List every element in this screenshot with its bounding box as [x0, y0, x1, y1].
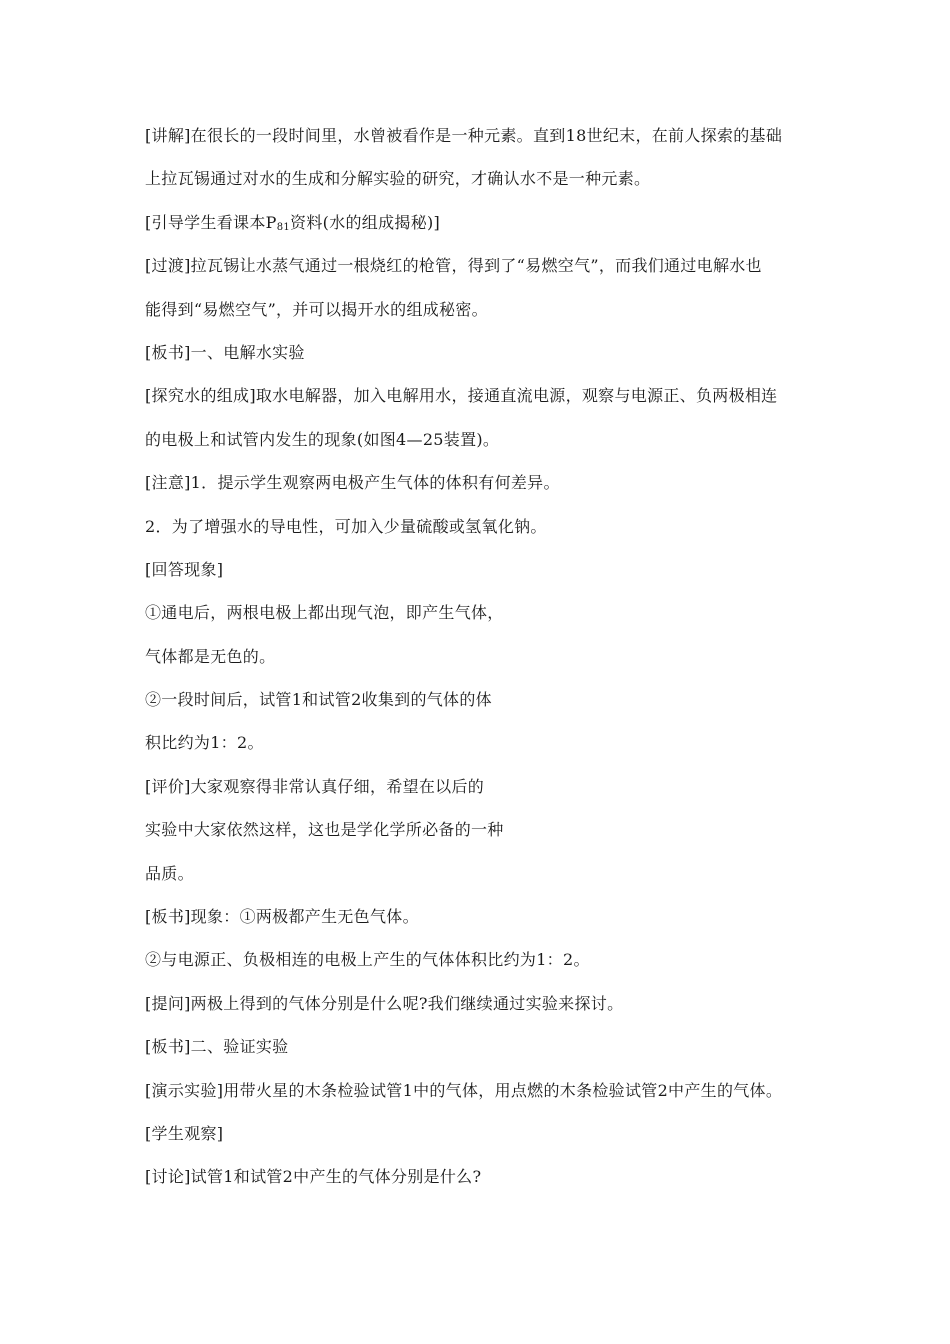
paragraph-line: [探究水的组成]取水电解器，加入电解用水，接通直流电源，观察与电源正、负两极相连 — [145, 386, 778, 406]
paragraph-line: 能得到“易燃空气”，并可以揭开水的组成秘密。 — [145, 299, 488, 319]
paragraph-line: [演示实验]用带火星的木条检验试管1中的气体，用点燃的木条检验试管2中产生的气体。 — [145, 1080, 783, 1100]
text-segment: 资料(水的组成揭秘)] — [290, 212, 441, 232]
paragraph-line: [讨论]试管1和试管2中产生的气体分别是什么? — [145, 1167, 482, 1187]
paragraph-line: 的电极上和试管内发生的现象(如图4—25装置)。 — [145, 429, 500, 449]
paragraph-line: [板书]一、电解水实验 — [145, 342, 305, 362]
paragraph-line: [注意]1．提示学生观察两电极产生气体的体积有何差异。 — [145, 473, 560, 493]
paragraph-line: [过渡]拉瓦锡让水蒸气通过一根烧红的枪管，得到了“易燃空气”，而我们通过电解水也 — [145, 256, 762, 276]
paragraph-line: [提问]两极上得到的气体分别是什么呢?我们继续通过实验来探讨。 — [145, 993, 624, 1013]
page-subscript: 81 — [276, 221, 291, 233]
paragraph-line: [板书]二、验证实验 — [145, 1037, 289, 1057]
paragraph-line: 积比约为1：2。 — [145, 733, 264, 753]
paragraph-line: 上拉瓦锡通过对水的生成和分解实验的研究，才确认水不是一种元素。 — [145, 169, 651, 189]
paragraph-line: 实验中大家依然这样，这也是学化学所必备的一种 — [145, 820, 504, 840]
paragraph-line: ②与电源正、负极相连的电极上产生的气体体积比约为1：2。 — [145, 950, 590, 970]
paragraph-line: ②一段时间后，试管1和试管2收集到的气体的体 — [145, 690, 492, 710]
paragraph-line: 2．为了增强水的导电性，可加入少量硫酸或氢氧化钠。 — [145, 516, 547, 536]
paragraph-line: 气体都是无色的。 — [145, 646, 276, 666]
paragraph-line: [评价]大家观察得非常认真仔细，希望在以后的 — [145, 776, 485, 796]
paragraph-line — [145, 209, 815, 252]
paragraph-line: 品质。 — [145, 863, 194, 883]
paragraph-line: [学生观察] — [145, 1123, 224, 1143]
paragraph-line: [板书]现象：①两极都产生无色气体。 — [145, 907, 419, 927]
document-body — [145, 122, 815, 1207]
text-segment: [引导学生看课本P — [145, 212, 277, 232]
paragraph-line: [回答现象] — [145, 559, 224, 579]
paragraph-line: ①通电后，两根电极上都出现气泡，即产生气体， — [145, 603, 504, 623]
paragraph-line: [讲解]在很长的一段时间里，水曾被看作是一种元素。直到18世纪末，在前人探索的基础 — [145, 126, 783, 145]
